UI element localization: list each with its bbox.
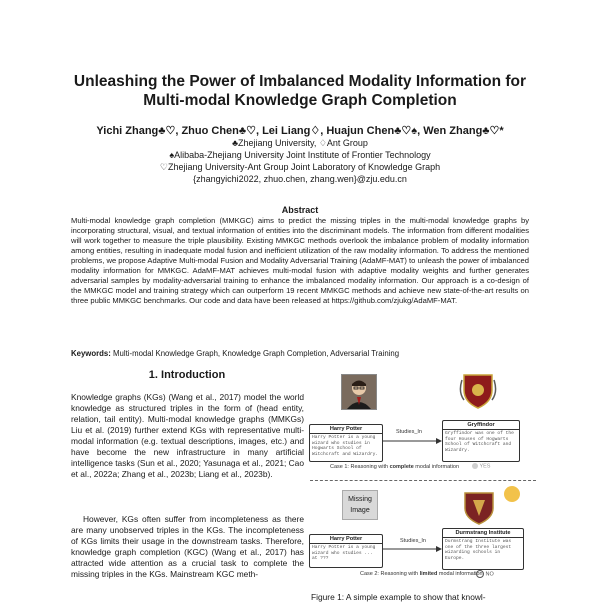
figure-1	[300, 368, 540, 600]
keywords-text: Multi-modal Knowledge Graph, Knowledge Graph Completion, Adversarial Training	[113, 349, 400, 358]
affiliation-2: ♠Alibaba-Zhejiang University Joint Institute of Frontier Technology	[169, 150, 431, 160]
case2-head-description: Harry Potter is a young wizard who studies ... at ???	[312, 545, 376, 562]
case2-relation-arrow	[382, 546, 442, 552]
case1-answer	[472, 463, 490, 469]
case2-caption	[360, 571, 483, 577]
paper-title-line-2: Multi-modal Knowledge Graph Completion	[143, 92, 457, 109]
case1-answer-text: YES	[479, 463, 491, 470]
case1-relation-label: Studies_In	[396, 429, 422, 435]
case1-head-title: Harry Potter	[310, 425, 382, 434]
harry-potter-image	[341, 374, 377, 410]
case2-tail-entity-box	[442, 528, 524, 570]
case1-caption-suffix: modal information	[413, 464, 460, 470]
paper-title-line-1: Unleashing the Power of Imbalanced Modality Information for	[73, 73, 527, 90]
case2-relation-label: Studies_In	[400, 538, 426, 544]
intro-paragraph-2: However, KGs often suffer from incompleteness as there are many unobserved triples in the KGs. The incompleteness of KGs limits their usage in the downstream tasks. Therefore, knowledge graph completion (KGC) (Wang et al., 2017) has attracted wide attention as a crucial task to complete the missing triples in the KGs. Mainstream KGC meth-	[71, 514, 304, 580]
author-emails: {zhangyichi2022, zhuo.chen, zhang.wen}@zju.edu.cn	[193, 174, 407, 184]
keywords-line	[71, 349, 399, 358]
case1-caption	[330, 464, 459, 470]
case1-head-entity-box	[309, 424, 383, 462]
case2-tail-description: Durmstrang Institute was one of the three largest wizarding schools in Europe.	[445, 539, 512, 561]
portrait-icon	[342, 375, 376, 409]
affiliation-1: ♣Zhejiang University, ♢Ant Group	[232, 138, 368, 148]
introduction-heading: 1. Introduction	[148, 369, 226, 381]
durmstrang-crest-icon	[459, 490, 499, 526]
check-icon	[472, 463, 478, 469]
case1-caption-prefix: Case 1: Reasoning with	[330, 464, 390, 470]
figure-1-caption: Figure 1: A simple example to show that knowl-	[311, 592, 486, 602]
confused-emoji-icon	[504, 486, 520, 502]
case1-tail-entity-box	[442, 420, 520, 462]
case2-answer-text: NO	[485, 571, 494, 578]
case2-tail-title: Durmstrang Institute	[443, 529, 523, 538]
case1-caption-bold: complete	[389, 464, 414, 470]
case1-head-description: Harry Potter is a young wizard who studies in Hogwarts School of Witchcraft and Wizardry.	[312, 435, 379, 457]
abstract-heading: Abstract	[281, 205, 319, 215]
case2-answer	[476, 570, 494, 578]
case1-tail-title: Gryffindor	[443, 421, 519, 430]
abstract-body: Multi-modal knowledge graph completion (MMKGC) aims to predict the missing triples in the multi-modal knowledge graphs by incorporating structural, visual, and textual information of entities into the discriminant models. The information from different modalities will work together to measure the triple plausibility. Existing MMKGC methods overlook the imbalance problem of modality information among entities, resulting in inadequate modal fusion and inefficient utilization of the raw modality information. To address the mentioned problems, we propose Adaptive Multi-modal Fusion and Modality Adversarial Training (AdaMF-MAT) to unleash the power of imbalanced modality information for MMKGC. AdaMF-MAT achieves multi-modal fusion with adaptive modality weights and further generates adversarial samples by modality-adversarial training to enhance the imbalanced modality information. Our approach is a co-design of the MMKGC model and training strategy which can outperform 19 recent MMKGC methods and achieve new state-of-the-art results on three public MMKGC benchmarks. Our code and data have been released at https://github.com/zjukg/AdaMF-MAT.	[71, 216, 529, 306]
case2-caption-prefix: Case 2: Reasoning with	[360, 571, 420, 577]
keywords-label: Keywords:	[71, 349, 111, 358]
cross-icon	[476, 570, 484, 578]
case2-head-title: Harry Potter	[310, 535, 382, 544]
affiliation-3: ♡Zhejiang University-Ant Group Joint Laboratory of Knowledge Graph	[159, 162, 441, 172]
case2-caption-suffix: modal information	[437, 571, 483, 577]
missing-image-placeholder: Missing Image	[342, 490, 378, 520]
case1-tail-description: Gryffindor was one of the four Houses of Hogwarts School of Witchcraft and Wizardry.	[445, 431, 514, 453]
gryffindor-crest-icon	[458, 372, 498, 410]
case-divider	[310, 480, 536, 481]
durmstrang-crest-image	[459, 490, 499, 526]
case2-head-entity-box	[309, 534, 383, 568]
author-list: Yichi Zhang♣♡, Zhuo Chen♣♡, Lei Liang♢, Huajun Chen♣♡♠, Wen Zhang♣♡*	[96, 125, 504, 137]
case2-caption-bold: limited	[419, 571, 438, 577]
gryffindor-crest-image	[458, 372, 498, 410]
intro-paragraph-1: Knowledge graphs (KGs) (Wang et al., 2017) model the world knowledge as structured triples in the form of (head entity, relation, tail entity). Multi-modal knowledge graphs (MMKGs) Liu et al. (2019) further extend KGs with representative multi-modal information (e.g. textual descriptions, images, etc.) and have become the new infrastructure in many artificial intelligence tasks (Sun et al., 2020; Yasunaga et al., 2021; Cao et al., 2022a; Zhang et al., 2023b; Liang et al., 2023b).	[71, 392, 304, 480]
case1-relation-arrow	[382, 438, 442, 444]
